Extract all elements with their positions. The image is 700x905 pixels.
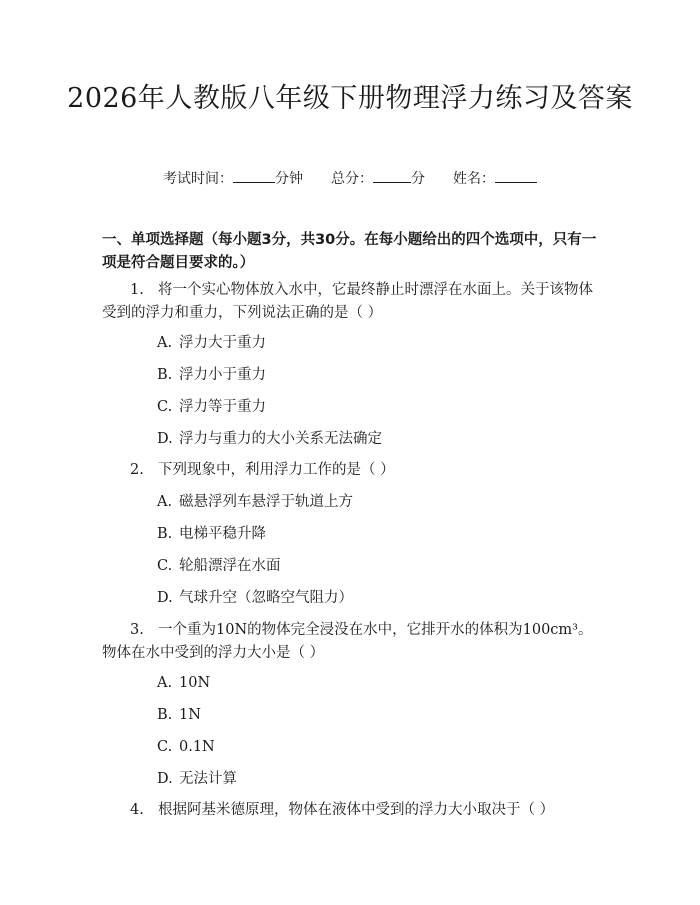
section-heading: 一、单项选择题（每小题3分，共30分。在每小题给出的四个选项中，只有一项是符合题目要求的。） (102, 232, 597, 271)
question-number: 3. (130, 622, 144, 638)
option-text: 浮力大于重力 (179, 335, 266, 351)
question-text-wrap (102, 459, 602, 482)
option-letter: C. (157, 739, 173, 755)
option-3a (157, 673, 210, 693)
question-text: 一个重为10N的物体完全浸没在水中，它排开水的体积为100cm³。物体在水中受到的浮力大小是（ ） (102, 622, 593, 661)
option-letter: D. (157, 771, 173, 787)
option-letter: C. (157, 399, 173, 415)
exam-time (163, 168, 303, 189)
question-text-wrap (102, 619, 602, 665)
option-letter: B. (157, 707, 173, 723)
time-unit: 分钟 (275, 171, 303, 187)
option-text: 10N (179, 675, 211, 691)
option-1d (157, 429, 382, 449)
question-text: 根据阿基米德原理，物体在液体中受到的浮力大小取决于（ ） (158, 802, 555, 818)
option-text: 1N (179, 707, 201, 723)
option-3c (157, 737, 215, 757)
option-text: 浮力与重力的大小关系无法确定 (179, 431, 382, 447)
question-text: 下列现象中，利用浮力工作的是（ ） (158, 462, 395, 478)
question-3 (102, 619, 602, 665)
option-text: 气球升空（忽略空气阻力） (179, 590, 353, 606)
option-text: 轮船漂浮在水面 (179, 558, 281, 574)
score-unit: 分 (411, 171, 425, 187)
question-number: 2. (130, 462, 144, 478)
exam-name (453, 168, 537, 189)
option-3d (157, 769, 237, 789)
option-2a (157, 492, 353, 512)
name-blank (495, 168, 537, 183)
option-text: 磁悬浮列车悬浮于轨道上方 (179, 494, 353, 510)
exam-score (331, 168, 425, 189)
question-2 (102, 459, 602, 482)
option-text: 浮力小于重力 (179, 367, 266, 383)
time-blank (233, 168, 275, 183)
option-text: 无法计算 (179, 771, 237, 787)
name-label: 姓名： (453, 171, 495, 187)
question-1 (102, 279, 602, 325)
option-2b (157, 524, 266, 544)
option-letter: A. (157, 335, 173, 351)
document-title: 2026年人教版八年级下册物理浮力练习及答案 (67, 83, 633, 114)
option-letter: B. (157, 526, 173, 542)
option-1c (157, 397, 266, 417)
score-label: 总分： (331, 171, 373, 187)
question-number: 1. (130, 282, 144, 298)
question-text: 将一个实心物体放入水中，它最终静止时漂浮在水面上。关于该物体受到的浮力和重力，下列说法正确的是（ ） (102, 282, 593, 321)
option-letter: B. (157, 367, 173, 383)
question-text-wrap (102, 799, 602, 822)
question-number: 4. (130, 802, 144, 818)
option-letter: A. (157, 675, 173, 691)
question-text-wrap (102, 279, 602, 325)
option-2c (157, 556, 281, 576)
option-letter: D. (157, 590, 173, 606)
option-letter: A. (157, 494, 173, 510)
option-1b (157, 365, 266, 385)
exam-meta (0, 168, 700, 189)
option-text: 0.1N (179, 739, 215, 755)
time-label: 考试时间： (163, 171, 233, 187)
option-2d (157, 588, 353, 608)
option-1a (157, 333, 266, 353)
score-blank (373, 168, 411, 183)
option-text: 电梯平稳升降 (179, 526, 266, 542)
option-letter: C. (157, 558, 173, 574)
question-4 (102, 799, 602, 822)
option-text: 浮力等于重力 (179, 399, 266, 415)
option-letter: D. (157, 431, 173, 447)
option-3b (157, 705, 201, 725)
